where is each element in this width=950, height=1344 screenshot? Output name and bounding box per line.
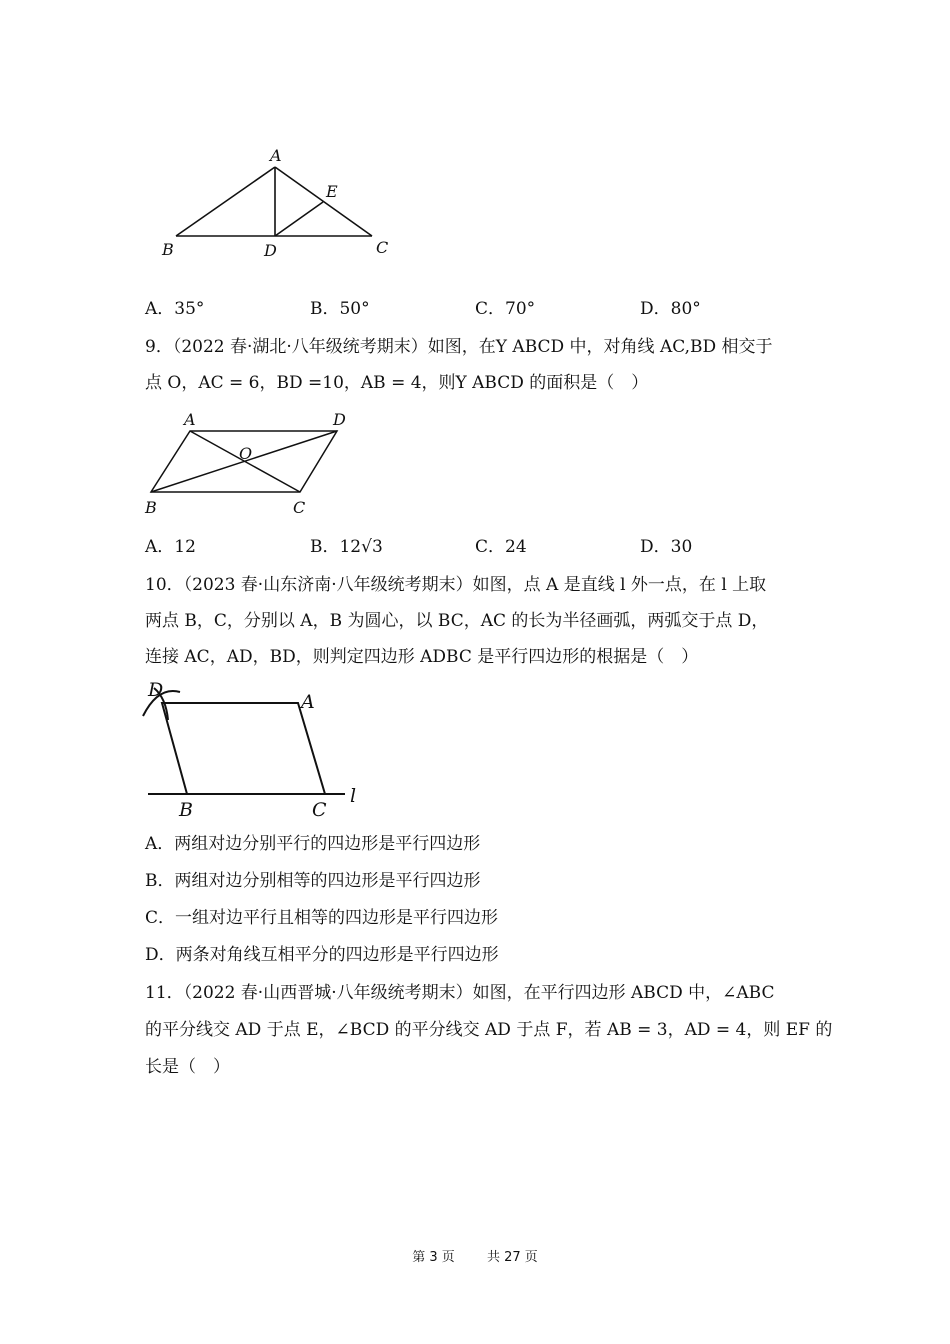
q10-option-c[interactable]: C．一组对边平行且相等的四边形是平行四边形 bbox=[145, 908, 499, 928]
q9-option-c[interactable]: C．24 bbox=[475, 537, 527, 557]
q8-label-a: A bbox=[270, 146, 282, 165]
q11-text-line3: 长是（ ） bbox=[145, 1057, 230, 1077]
q8-option-b[interactable]: B．50° bbox=[310, 299, 370, 319]
q10-option-d[interactable]: D．两条对角线互相平分的四边形是平行四边形 bbox=[145, 945, 499, 965]
q9-label-b: B bbox=[145, 498, 157, 517]
q8-label-c: C bbox=[376, 238, 389, 257]
q9-label-a: A bbox=[184, 410, 196, 429]
q10-text-line3: 连接 AC，AD，BD，则判定四边形 ADBC 是平行四边形的根据是（ ） bbox=[145, 647, 699, 667]
q9-option-a[interactable]: A．12 bbox=[145, 537, 196, 557]
q9-label-c: C bbox=[293, 498, 306, 517]
page-number: 第 3 页 bbox=[412, 1250, 455, 1265]
q10-label-b: B bbox=[179, 799, 193, 821]
page-total: 共 27 页 bbox=[486, 1250, 538, 1265]
q11-text-line1: 11．（2022 春·山西晋城·八年级统考期末）如图，在平行四边形 ABCD 中，∠ABC bbox=[145, 983, 775, 1003]
q10-label-l: l bbox=[350, 785, 357, 807]
q8-seg-de bbox=[275, 202, 323, 236]
q9-figure bbox=[140, 408, 370, 520]
q8-option-c[interactable]: C．70° bbox=[475, 299, 536, 319]
q9-text-line2: 点 O，AC = 6，BD =10，AB = 4，则Y ABCD 的面积是（ ） bbox=[145, 373, 649, 393]
q8-label-d: D bbox=[264, 241, 277, 260]
q10-label-c: C bbox=[312, 799, 327, 821]
page-footer bbox=[0, 1246, 950, 1265]
q10-label-a: A bbox=[301, 691, 315, 713]
q10-option-b[interactable]: B．两组对边分别相等的四边形是平行四边形 bbox=[145, 871, 481, 891]
q8-label-e: E bbox=[326, 182, 338, 201]
q9-label-d: D bbox=[333, 410, 346, 429]
q10-option-a[interactable]: A．两组对边分别平行的四边形是平行四边形 bbox=[145, 834, 481, 854]
q8-option-a[interactable]: A．35° bbox=[145, 299, 205, 319]
q9-option-b[interactable]: B．12√3 bbox=[310, 537, 383, 557]
q10-figure bbox=[140, 676, 370, 824]
q8-seg-ab bbox=[176, 167, 275, 236]
q10-text-line1: 10．（2023 春·山东济南·八年级统考期末）如图，点 A 是直线 l 外一点，在 l 上取 bbox=[145, 575, 767, 595]
q10-label-d: D bbox=[148, 679, 164, 701]
q8-figure bbox=[150, 145, 400, 270]
q8-option-d[interactable]: D．80° bbox=[640, 299, 701, 319]
q9-text-line1: 9．（2022 春·湖北·八年级统考期末）如图，在Y ABCD 中，对角线 AC,BD 相交于 bbox=[145, 337, 773, 357]
q9-label-o: O bbox=[239, 444, 253, 463]
q8-label-b: B bbox=[162, 240, 174, 259]
q10-text-line2: 两点 B，C，分别以 A，B 为圆心，以 BC，AC 的长为半径画弧，两弧交于点 D， bbox=[145, 611, 769, 631]
q10-seg-db-da-ac bbox=[162, 703, 325, 794]
q11-text-line2: 的平分线交 AD 于点 E，∠BCD 的平分线交 AD 于点 F，若 AB = 3，AD = 4，则 EF 的 bbox=[145, 1020, 833, 1040]
q9-option-d[interactable]: D．30 bbox=[640, 537, 693, 557]
